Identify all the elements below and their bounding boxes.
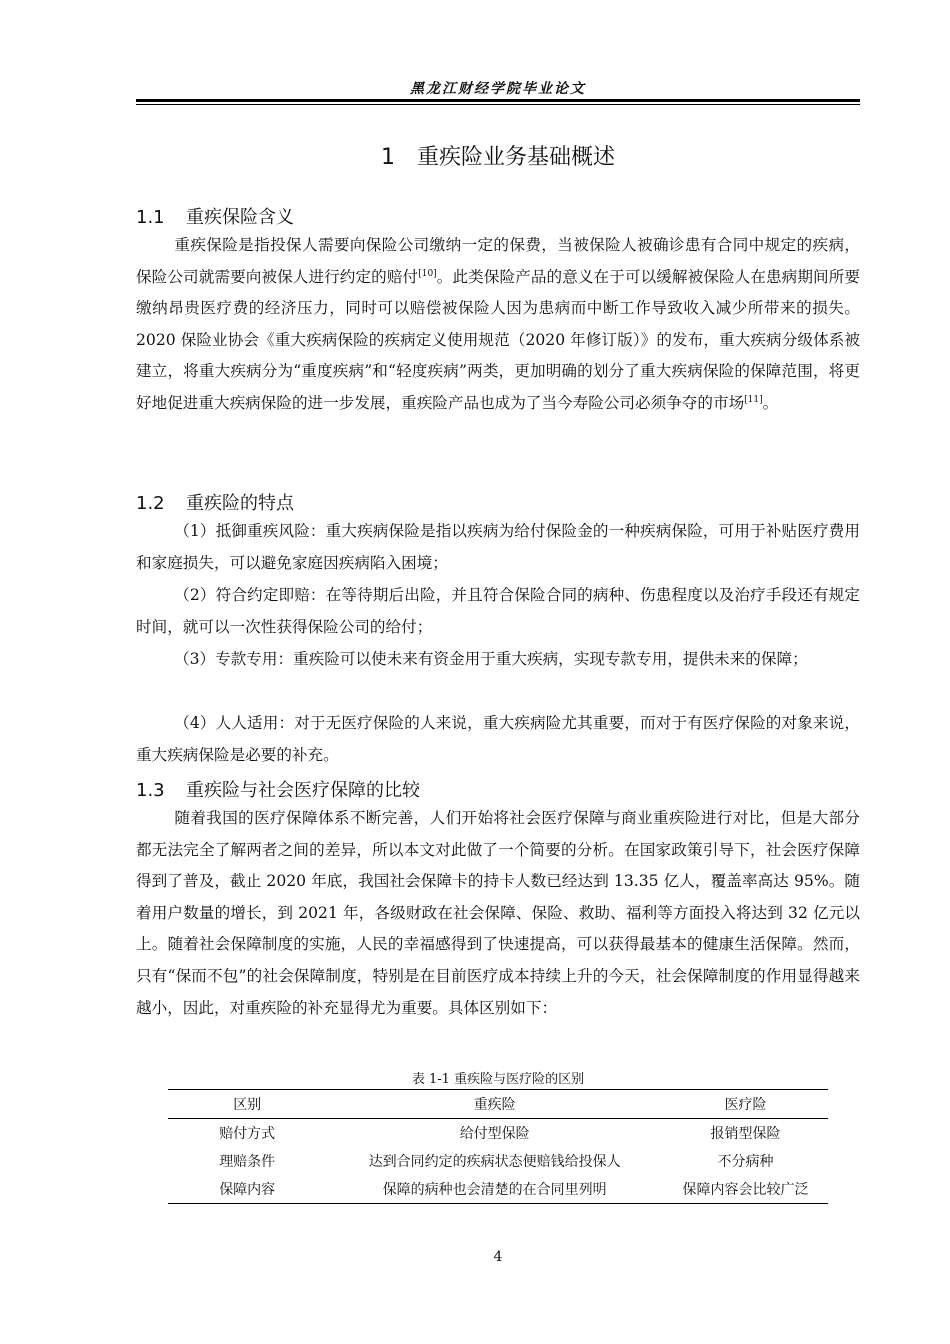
section-title: 重疾保险含义: [186, 207, 294, 228]
table-cell: 保障内容会比较广泛: [663, 1175, 828, 1204]
table-header-cell: 区别: [168, 1090, 326, 1119]
paragraph-1-1: [136, 230, 860, 420]
section-heading-1-2: [136, 489, 294, 515]
section-title: 重疾险与社会医疗保障的比较: [186, 780, 420, 801]
section-number: 1.2: [136, 493, 165, 514]
table-row: [168, 1119, 828, 1148]
section-heading-1-3: [136, 776, 420, 802]
section-title: 重疾险的特点: [186, 493, 294, 514]
paragraph-text: 。此类保险产品的意义在于可以缓解被保险人在患病期间所要缴纳昂贵医疗费的经济压力，同时可以赔偿被保险人因为患病而中断工作导致收入减少所带来的损失。2020 保险业协会《重大疾病保险的疾病定义使用规范（2020 年修订版）》的发布，重大疾病分级体系被建立，将重大疾病分为“重度疾病”和“轻度疾病”两类，更加明确的划分了重大疾病保险的保障范围，将更好地促进重大疾病保险的进一步发展，重疾险产品也成为了当今寿险公司必须争夺的市场: [136, 267, 860, 412]
table-cell: 保障的病种也会清楚的在合同里列明: [326, 1175, 663, 1204]
table-row: [168, 1147, 828, 1175]
table-caption: 表 1-1 重疾险与医疗险的区别: [411, 1072, 585, 1087]
paragraph-text: 重疾保险是指投保人需要向保险公司缴纳一定的保费，当被保险人被确诊患有合同中规定的疾病，保险公司就需要向被保人进行约定的赔付: [136, 236, 860, 286]
table-cell: 给付型保险: [459, 1126, 530, 1142]
table-cell: 保障内容: [168, 1175, 326, 1204]
list-item-text: （4）人人适用：对于无医疗保险的人来说，重大疾病险尤其重要，而对于有医疗保险的对象来说，重大疾病保险是必要的补充。: [136, 714, 860, 764]
table-cell: 达到合同约定的疾病状态便赔钱给投保人: [368, 1154, 621, 1170]
table-header-cell: 医疗险: [663, 1090, 828, 1119]
table-header-cell: 重疾险: [326, 1090, 663, 1119]
table-cell: 赔付方式: [219, 1126, 276, 1142]
chapter-title: [136, 140, 860, 171]
paragraph-1-3: [136, 803, 860, 1024]
list-item-text: （3）专款专用：重疾险可以使未来有资金用于重大疾病，实现专款专用，提供未来的保障；: [174, 650, 808, 668]
list-item: [136, 708, 860, 771]
list-item: [136, 516, 860, 579]
table-cell: 不分病种: [717, 1154, 774, 1170]
chapter-number: 1: [380, 145, 395, 170]
header-rule: [136, 99, 860, 102]
paragraph-text: 随着我国的医疗保障体系不断完善，人们开始将社会医疗保障与商业重疾险进行对比，但是大部分都无法完全了解两者之间的差异，所以本文对此做了一个简要的分析。在国家政策引导下，社会医疗保障得到了普及，截止 2020 年底，我国社会保障卡的持卡人数已经达到 13.35 亿人，覆盖率高达 95%。随着用户数量的增长，到 2021 年，各级财政在社会保障、保险、救助、福利等方面投入将达到 32 亿元以上。随着社会保障制度的实施，人民的幸福感得到了快速提高，可以获得最基本的健康生活保障。然而，只有“保而不包”的社会保障制度，特别是在目前医疗成本持续上升的今天，社会保障制度的作用显得越来越小，因此，对重疾险的补充显得尤为重要。具体区别如下：: [136, 809, 860, 1017]
table-row: [168, 1175, 828, 1204]
table-cell: 报销型保险: [710, 1126, 781, 1142]
list-item-text: （1）抵御重疾风险：重大疾病保险是指以疾病为给付保险金的一种疾病保险，可用于补贴医疗费用和家庭损失，可以避免家庭因疾病陷入困境；: [136, 522, 860, 572]
paragraph-text: 。: [762, 393, 779, 412]
list-item-text: （2）符合约定即赔：在等待期后出险，并且符合保险合同的病种、伤患程度以及治疗手段还有规定时间，就可以一次性获得保险公司的给付；: [136, 586, 860, 636]
citation-ref: [10]: [418, 268, 437, 279]
comparison-table: [168, 1089, 828, 1204]
table-cell: 理赔条件: [219, 1154, 276, 1170]
citation-ref: [11]: [744, 394, 763, 405]
header-rule-thin: [136, 104, 860, 105]
list-item: [136, 644, 860, 676]
chapter-title-text: 重疾险业务基础概述: [416, 145, 615, 170]
list-item: [136, 580, 860, 643]
section-number: 1.3: [136, 780, 165, 801]
page-number: 4: [493, 1249, 503, 1265]
table-header-row: [168, 1090, 828, 1119]
section-number: 1.1: [136, 207, 165, 228]
header-title: 黑龙江财经学院毕业论文: [410, 81, 586, 97]
section-heading-1-1: [136, 203, 294, 229]
